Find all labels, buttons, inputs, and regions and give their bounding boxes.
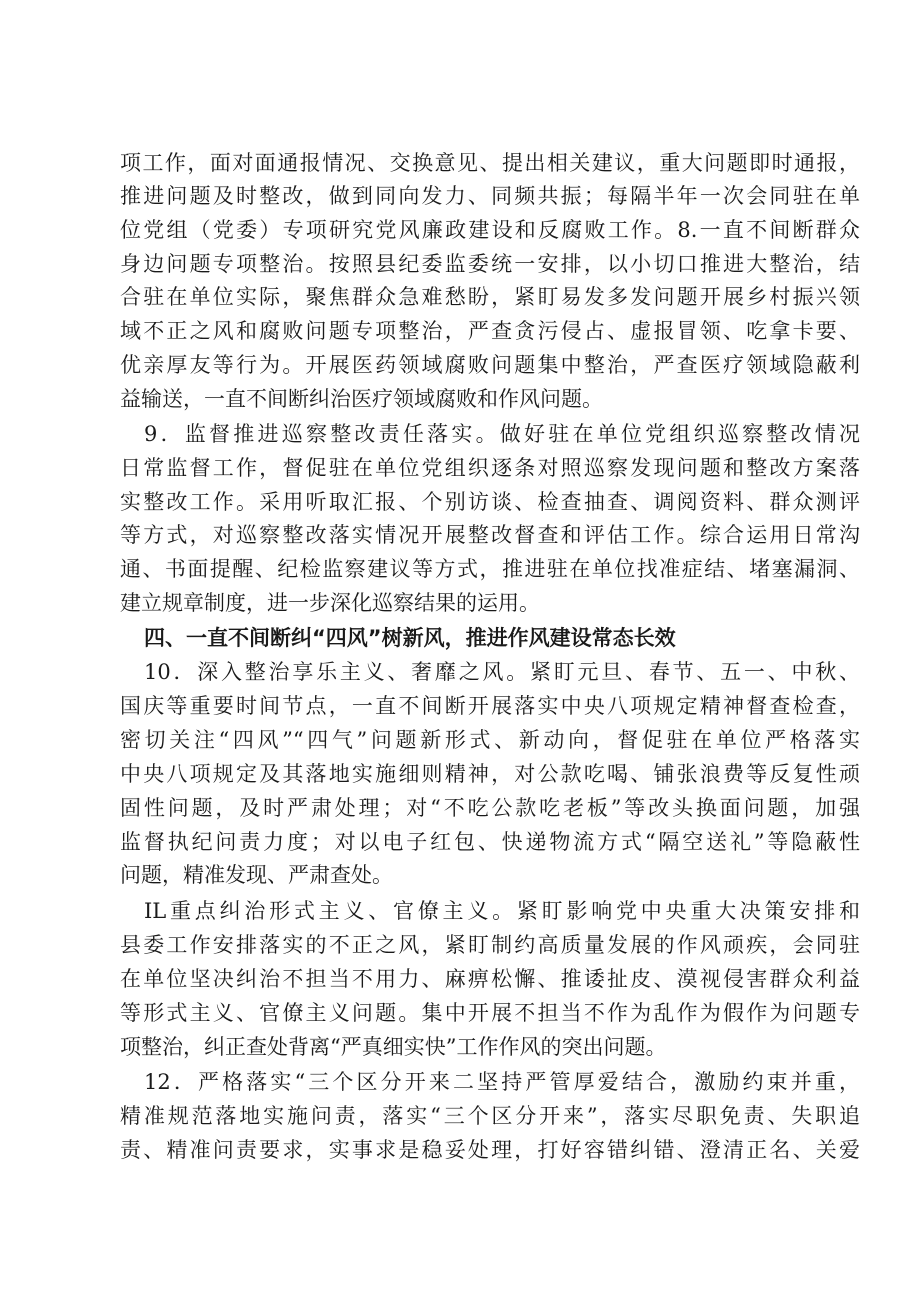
text-line: 国庆等重要时间节点，一直不间断开展落实中央八项规定精神督查检查，: [120, 694, 860, 718]
text-line: 实整改工作。采用听取汇报、个别访谈、检查抽查、调阅资料、群众测评: [120, 490, 860, 514]
text-line: 域不正之风和腐败问题专项整治，严查贪污侵占、虚报冒领、吃拿卡要、: [120, 319, 860, 343]
paragraph-first-line: 10．深入整治享乐主义、奢靡之风。紧盯元旦、春节、五一、中秋、: [144, 660, 860, 684]
text-line: 位党组（党委）专项研究党风廉政建设和反腐败工作。8.一直不间断群众: [120, 218, 860, 242]
text-line: 身边问题专项整治。按照县纪委监委统一安排，以小切口推进大整治，结: [120, 252, 860, 276]
text-line: 问题，精准发现、严肃查处。: [120, 863, 393, 887]
text-line: 在单位坚决纠治不担当不用力、麻痹松懈、推诿扯皮、漠视侵害群众利益: [120, 967, 860, 991]
text-line: 建立规章制度，进一步深化巡察结果的运用。: [120, 591, 540, 615]
text-line: 等形式主义、官僚主义问题。集中开展不担当不作为乱作为假作为问题专: [120, 1001, 860, 1025]
paragraph-first-line: 12．严格落实“三个区分开来二坚持严管厚爱结合，激励约束并重，: [144, 1070, 860, 1094]
text-line: 日常监督工作，督促驻在单位党组织逐条对照巡察发现问题和整改方案落: [120, 456, 860, 480]
text-line: 推进问题及时整改，做到同向发力、同频共振；每隔半年一次会同驻在单: [120, 184, 860, 208]
text-line: 项整治，纠正查处背离“严真细实快”工作作风的突出问题。: [120, 1035, 667, 1059]
text-line: 等方式，对巡察整改落实情况开展整改督查和评估工作。综合运用日常沟: [120, 523, 860, 547]
text-line: 通、书面提醒、纪检监察建议等方式，推进驻在单位找准症结、堵塞漏洞、: [120, 557, 860, 581]
text-line: 县委工作安排落实的不正之风，紧盯制约高质量发展的作风顽疾，会同驻: [120, 933, 860, 957]
text-line: 监督执纪问责力度；对以电子红包、快递物流方式“隔空送礼”等隐蔽性: [120, 830, 860, 854]
text-line: 益输送，一直不间断纠治医疗领域腐败和作风问题。: [120, 387, 603, 411]
paragraph-first-line: IL重点纠治形式主义、官僚主义。紧盯影响党中央重大决策安排和: [144, 899, 860, 923]
section-heading: 四、一直不间断纠“四风”树新风，推进作风建设常态长效: [144, 626, 676, 650]
text-line: 精准规范落地实施问责，落实“三个区分开来”，落实尽职免责、失职追: [120, 1104, 860, 1128]
text-line: 固性问题，及时严肃处理；对“不吃公款吃老板”等改头换面问题，加强: [120, 796, 860, 820]
text-line: 密切关注“四风”“四气”问题新形式、新动向，督促驻在单位严格落实: [120, 728, 860, 752]
text-line: 中央八项规定及其落地实施细则精神，对公款吃喝、铺张浪费等反复性顽: [120, 762, 860, 786]
paragraph-first-line: 9．监督推进巡察整改责任落实。做好驻在单位党组织巡察整改情况: [144, 422, 860, 446]
text-line: 责、精准问责要求，实事求是稳妥处理，打好容错纠错、澄清正名、关爱: [120, 1138, 860, 1162]
text-line: 项工作，面对面通报情况、交换意见、提出相关建议，重大问题即时通报，: [120, 151, 860, 175]
text-line: 优亲厚友等行为。开展医药领域腐败问题集中整治，严查医疗领域隐蔽利: [120, 353, 860, 377]
text-line: 合驻在单位实际，聚焦群众急难愁盼，紧盯易发多发问题开展乡村振兴领: [120, 285, 860, 309]
